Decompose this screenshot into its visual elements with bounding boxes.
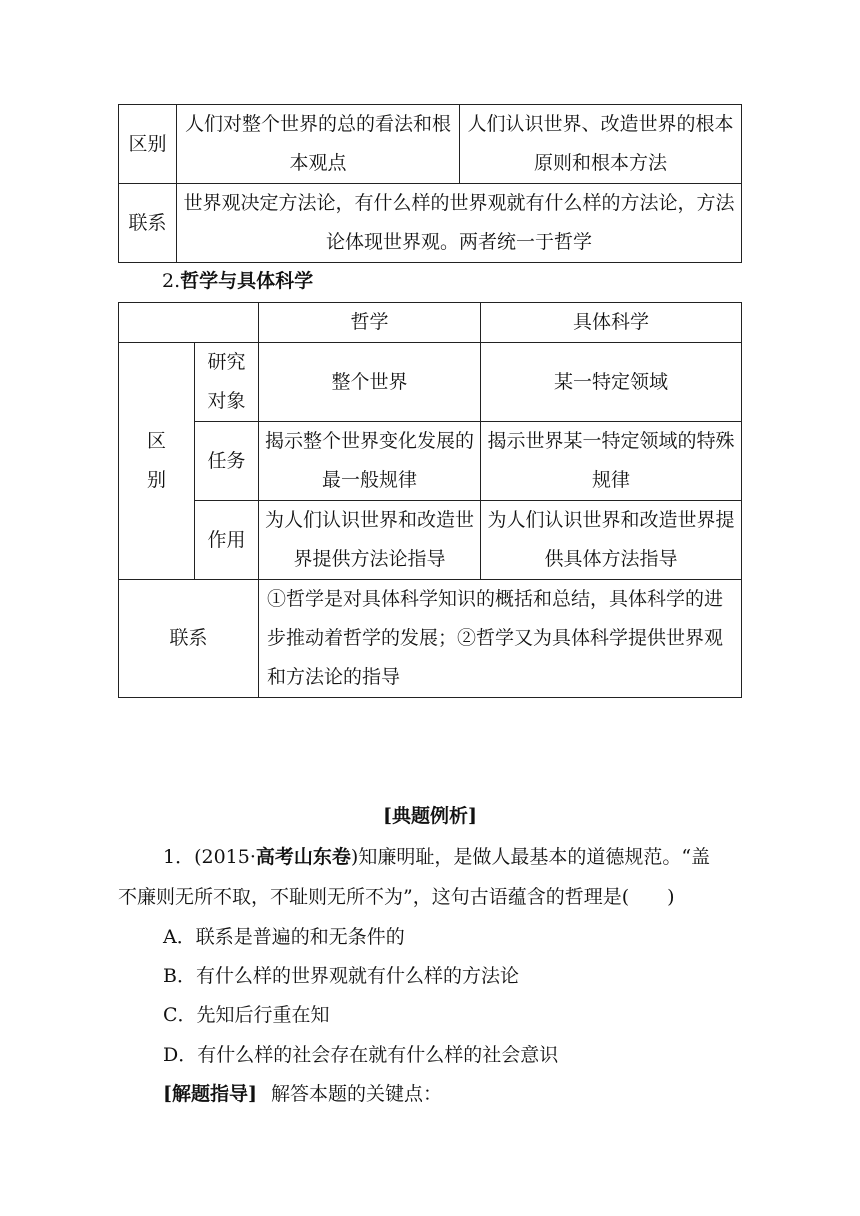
row-label: 联系 bbox=[119, 580, 259, 698]
section-title: 哲学与具体科学 bbox=[180, 270, 314, 292]
table-header-row bbox=[119, 303, 742, 343]
question-number: 1． bbox=[163, 846, 195, 868]
worldview-methodology-table bbox=[118, 104, 742, 263]
table-row bbox=[119, 343, 742, 422]
table-row bbox=[119, 422, 742, 501]
table-row bbox=[119, 184, 742, 263]
row-label: 作用 bbox=[195, 501, 259, 580]
table-cell: 为人们认识世界和改造世界提供具体方法指导 bbox=[481, 501, 742, 580]
row-label: 研究对象 bbox=[195, 343, 259, 422]
table-cell: ①哲学是对具体科学知识的概括和总结，具体科学的进步推动着哲学的发展；②哲学又为具体科学提供世界观和方法论的指导 bbox=[259, 580, 742, 698]
row-label: 区别 bbox=[119, 105, 177, 184]
option-c: C．先知后行重在知 bbox=[163, 1004, 330, 1026]
table-cell: 某一特定领域 bbox=[481, 343, 742, 422]
table-cell: 整个世界 bbox=[259, 343, 481, 422]
guide-label: [解题指导] bbox=[163, 1083, 257, 1105]
table-cell: 人们认识世界、改造世界的根本原则和根本方法 bbox=[460, 105, 742, 184]
option-d: D．有什么样的社会存在就有什么样的社会意识 bbox=[163, 1044, 559, 1066]
option-b: B．有什么样的世界观就有什么样的方法论 bbox=[163, 965, 519, 987]
guide-line bbox=[163, 1079, 442, 1109]
table-cell: 揭示世界某一特定领域的特殊规律 bbox=[481, 422, 742, 501]
table-cell: 人们对整个世界的总的看法和根本观点 bbox=[177, 105, 460, 184]
table-cell: 世界观决定方法论，有什么样的世界观就有什么样的方法论，方法论体现世界观。两者统一于哲学 bbox=[177, 184, 742, 263]
philosophy-science-table bbox=[118, 302, 742, 698]
table-row bbox=[119, 501, 742, 580]
table-cell: 为人们认识世界和改造世界提供方法论指导 bbox=[259, 501, 481, 580]
column-header: 具体科学 bbox=[481, 303, 742, 343]
question-source-close: ) bbox=[350, 846, 359, 868]
question-source: 高考山东卷 bbox=[255, 846, 351, 868]
table-cell: 揭示整个世界变化发展的最一般规律 bbox=[259, 422, 481, 501]
section-heading bbox=[162, 266, 313, 293]
row-label: 联系 bbox=[119, 184, 177, 263]
example-section-title: [典题例析] bbox=[383, 805, 477, 827]
question-source-open: (2015· bbox=[194, 846, 256, 868]
option-a: A．联系是普遍的和无条件的 bbox=[163, 926, 405, 948]
header-empty-cell bbox=[119, 303, 259, 343]
question-stem-line2: 不廉则无所不取，不耻则无所不为”，这句古语蕴含的哲理是( ) bbox=[118, 886, 675, 908]
row-label: 任务 bbox=[195, 422, 259, 501]
table-row bbox=[119, 105, 742, 184]
guide-text: 解答本题的关键点： bbox=[270, 1083, 442, 1105]
question-line bbox=[163, 842, 710, 872]
group-label: 区别 bbox=[119, 343, 195, 580]
table-row bbox=[119, 580, 742, 698]
question-stem: 知廉明耻，是做人最基本的道德规范。“盖 bbox=[358, 846, 711, 868]
section-number: 2. bbox=[162, 270, 181, 292]
column-header: 哲学 bbox=[259, 303, 481, 343]
